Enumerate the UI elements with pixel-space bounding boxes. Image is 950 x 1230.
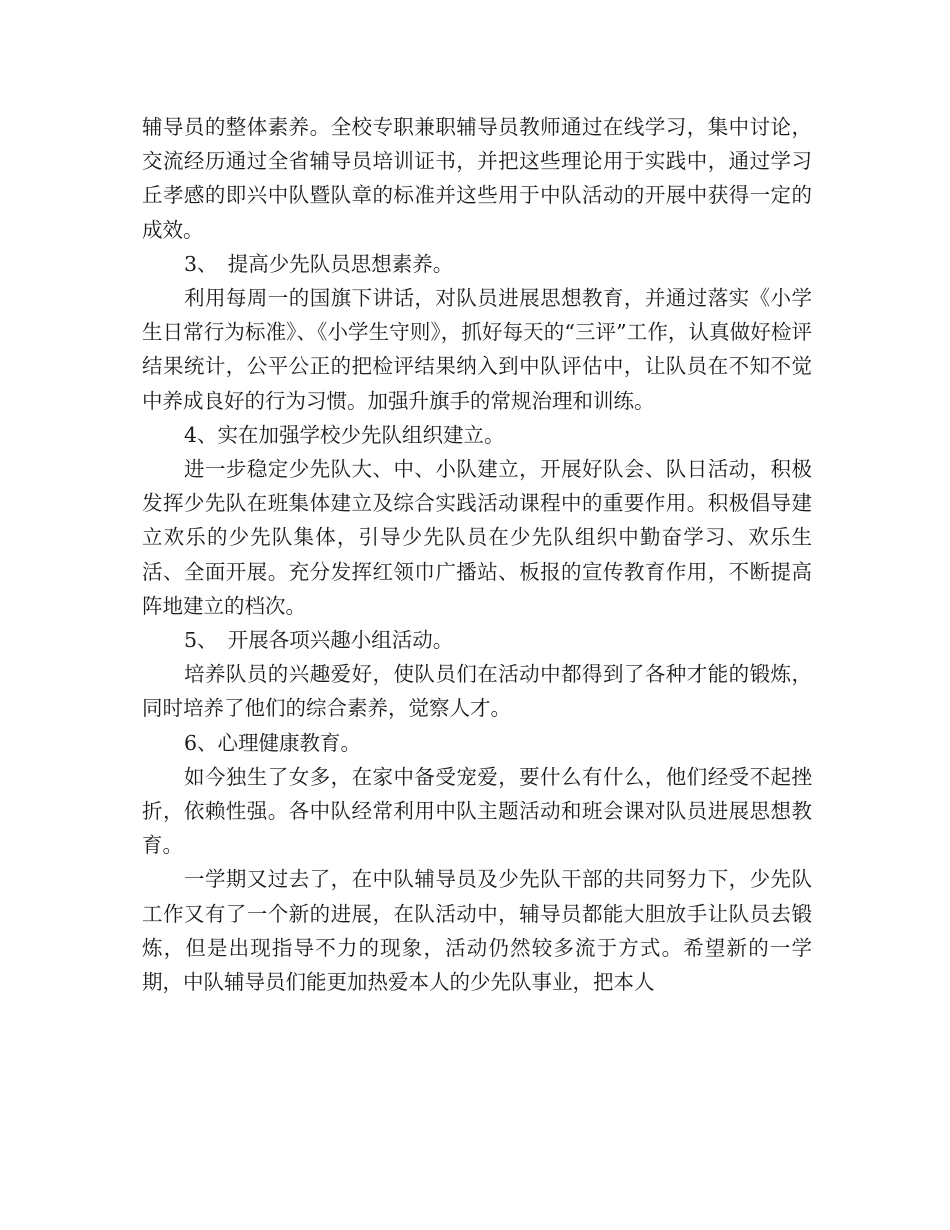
paragraph-5: 培养队员的兴趣爱好，使队员们在活动中都得到了各种才能的锻炼，同时培养了他们的综合素养，觉察人才。: [142, 662, 812, 721]
paragraph-conclusion: 一学期又过去了，在中队辅导员及少先队干部的共同努力下，少先队工作又有了一个新的进展，在队活动中，辅导员都能大胆放手让队员去锻炼，但是出现指导不力的现象，活动仍然较多流于方式。希望新的一学期，中队辅导员们能更加热爱本人的少先队事业，把本人: [142, 867, 812, 995]
paragraph-6: 如今独生了女多，在家中备受宠爱，要什么有什么，他们经受不起挫折，依赖性强。各中队经常利用中队主题活动和班会课对队员进展思想教育。: [142, 764, 812, 858]
section-heading-6: 6、心理健康教育。: [184, 730, 362, 755]
document-body: [142, 110, 812, 999]
paragraph-3: 利用每周一的国旗下讲话，对队员进展思想教育，并通过落实《小学生日常行为标准》、《小学生守则》，抓好每天的“三评”工作，认真做好检评结果统计，公平公正的把检评结果纳入到中队评估中，让队员在不知不觉中养成良好的行为习惯。加强升旗手的常规治理和训练。: [142, 286, 812, 413]
section-heading-4: 4、实在加强学校少先队组织建立。: [184, 422, 505, 447]
paragraph-4: 进一步稳定少先队大、中、小队建立，开展好队会、队日活动，积极发挥少先队在班集体建立及综合实践活动课程中的重要作用。积极倡导建立欢乐的少先队集体，引导少先队员在少先队组织中勤奋学习、欢乐生活、全面开展。充分发挥红领巾广播站、板报的宣传教育作用，不断提高阵地建立的档次。: [142, 457, 812, 618]
section-heading-5: 5、 开展各项兴趣小组活动。: [184, 628, 454, 653]
section-heading-3: 3、 提高少先队员思想素养。: [184, 251, 454, 276]
paragraph-1: 辅导员的整体素养。全校专职兼职辅导员教师通过在线学习，集中讨论，交流经历通过全省辅导员培训证书，并把这些理论用于实践中，通过学习丘孝感的即兴中队暨队章的标准并这些用于中队活动的开展中获得一定的成效。: [142, 115, 812, 242]
